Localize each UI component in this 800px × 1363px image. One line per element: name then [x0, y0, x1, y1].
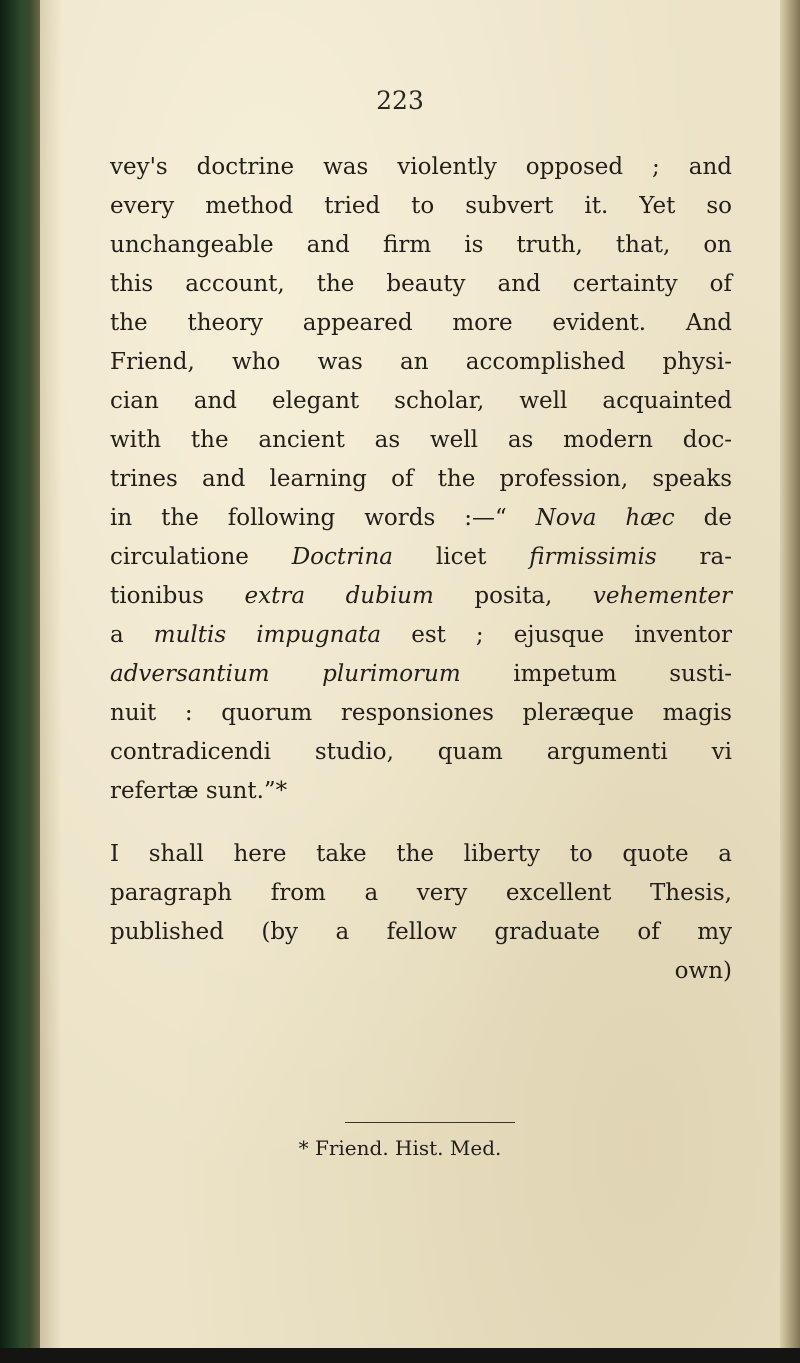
- text-span: tionibus: [110, 583, 245, 609]
- text-span: in the following words :—“: [110, 505, 536, 531]
- text-span: licet: [393, 544, 530, 570]
- italic-span: extra dubium: [244, 583, 434, 609]
- text-line: every method tried to subvert it. Yet so: [110, 193, 732, 219]
- italic-span: Nova hæc: [535, 505, 675, 531]
- footnote-rule: [345, 1122, 515, 1123]
- text-span: posita,: [433, 583, 593, 609]
- text-line: with the ancient as well as modern doc-: [110, 427, 732, 453]
- text-line: [110, 655, 732, 694]
- text-span: a: [110, 622, 154, 648]
- text-line: this account, the beauty and certainty of: [110, 271, 732, 297]
- text-line: cian and elegant scholar, well acquainted: [110, 388, 732, 414]
- text-line: Friend, who was an accomplished physi-: [110, 349, 732, 375]
- text-line: [110, 616, 732, 655]
- italic-span: adversantium plurimorum: [110, 661, 461, 687]
- page-bottom-shadow: [0, 1348, 800, 1363]
- body-text: [110, 148, 732, 991]
- text-line: published (by a fellow graduate of my: [110, 919, 732, 945]
- catchword: own): [674, 958, 732, 984]
- italic-span: vehementer: [592, 583, 733, 609]
- text-line: [110, 499, 732, 538]
- italic-span: firmissimis: [529, 544, 657, 570]
- text-line: trines and learning of the profession, speaks: [110, 466, 732, 492]
- text-span: circulatione: [110, 544, 292, 570]
- page-number: 223: [376, 86, 424, 115]
- text-span: impetum susti-: [460, 661, 732, 687]
- text-line: contradicendi studio, quam argumenti vi: [110, 739, 732, 765]
- text-line: [110, 577, 732, 616]
- text-line: the theory appeared more evident. And: [110, 310, 732, 336]
- text-line: I shall here take the liberty to quote a: [110, 841, 732, 867]
- text-span: de: [674, 505, 733, 531]
- text-line: unchangeable and firm is truth, that, on: [110, 232, 732, 258]
- footnote: * Friend. Hist. Med.: [298, 1136, 502, 1160]
- text-span: ra-: [656, 544, 732, 570]
- italic-span: Doctrina: [291, 544, 394, 570]
- text-line: [110, 538, 732, 577]
- text-line: refertæ sunt.”*: [110, 778, 288, 804]
- text-line: nuit : quorum responsiones pleræque magis: [110, 700, 732, 726]
- text-span: est ; ejusque inventor: [381, 622, 732, 648]
- text-line: paragraph from a very excellent Thesis,: [110, 880, 732, 906]
- italic-span: multis impugnata: [153, 622, 382, 648]
- paragraph-gap: [110, 811, 732, 835]
- text-line: vey's doctrine was violently opposed ; and: [110, 154, 732, 180]
